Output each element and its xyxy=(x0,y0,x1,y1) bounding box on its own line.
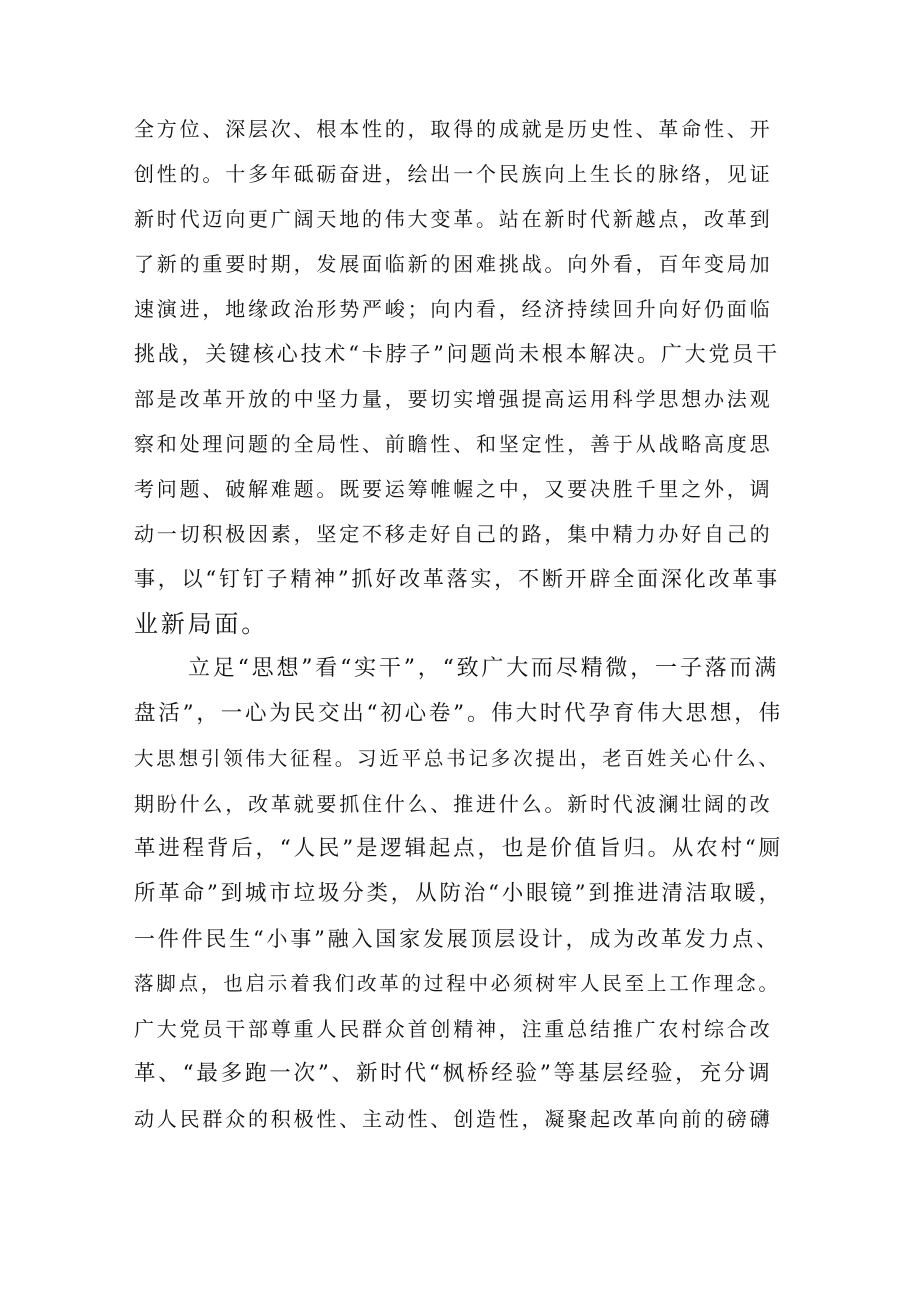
paragraph-2-line-4: 期盼什么，改革就要抓住什么、推进什么。新时代波澜壮阔的改 xyxy=(134,792,773,816)
paragraph-1-line-9: 考问题、破解难题。既要运筹帷幄之中，又要决胜千里之外，调 xyxy=(134,477,773,501)
paragraph-2-line-6: 所革命”到城市垃圾分类，从防治“小眼镜”到推进清洁取暖， xyxy=(134,881,783,906)
paragraph-1-line-6: 挑战，关键核心技术“卡脖子”问题尚未根本解决。广大党员干 xyxy=(134,342,780,366)
paragraph-2-line-10: 革、“最多跑一次”、新时代“枫桥经验”等基层经验，充分调 xyxy=(134,1061,773,1086)
paragraph-1-line-1: 全方位、深层次、根本性的，取得的成就是历史性、革命性、开 xyxy=(134,117,773,141)
paragraph-2-line-3: 大思想引领伟大征程。习近平总书记多次提出，老百姓关心什么、 xyxy=(134,747,781,770)
paragraph-2-line-1: 立足“思想”看“实干”，“致广大而尽精微，一子落而满 xyxy=(188,656,780,681)
paragraph-1-line-8: 察和处理问题的全局性、前瞻性、和坚定性，善于从战略高度思 xyxy=(134,432,773,456)
paragraph-2-line-9: 广大党员干部尊重人民群众首创精神，注重总结推广农村综合改 xyxy=(134,1017,773,1041)
paragraph-1-line-7: 部是改革开放的中坚力量，要切实增强提高运用科学思想办法观 xyxy=(134,387,773,411)
paragraph-1-line-5: 速演进，地缘政治形势严峻；向内看，经济持续回升向好仍面临 xyxy=(134,297,773,321)
paragraph-1-line-12: 业新局面。 xyxy=(134,610,268,638)
paragraph-2-line-11: 动人民群众的积极性、主动性、创造性，凝聚起改革向前的磅礴 xyxy=(134,1107,773,1131)
paragraph-1-line-11: 事，以“钉钉子精神”抓好改革落实，不断开辟全面深化改革事 xyxy=(134,567,780,591)
paragraph-1-line-2: 创性的。十多年砥砺奋进，绘出一个民族向上生长的脉络，见证 xyxy=(134,162,773,186)
paragraph-1-line-3: 新时代迈向更广阔天地的伟大变革。站在新时代新越点，改革到 xyxy=(134,207,773,231)
paragraph-1-line-4: 了新的重要时期，发展面临新的困难挑战。向外看，百年变局加 xyxy=(134,252,773,276)
paragraph-2-line-7: 一件件民生“小事”融入国家发展顶层设计，成为改革发力点、 xyxy=(134,927,780,951)
paragraph-2-line-8: 落脚点，也启示着我们改革的过程中必须树牢人民至上工作理念。 xyxy=(134,972,781,995)
paragraph-2-line-2: 盘活”，一心为民交出“初心卷”。伟大时代孕育伟大思想，伟 xyxy=(134,701,783,726)
paragraph-2-line-5: 革进程背后，“人民”是逻辑起点，也是价值旨归。从农村“厕 xyxy=(134,836,783,861)
paragraph-1-line-10: 动一切积极因素，坚定不移走好自己的路，集中精力办好自己的 xyxy=(134,522,773,546)
